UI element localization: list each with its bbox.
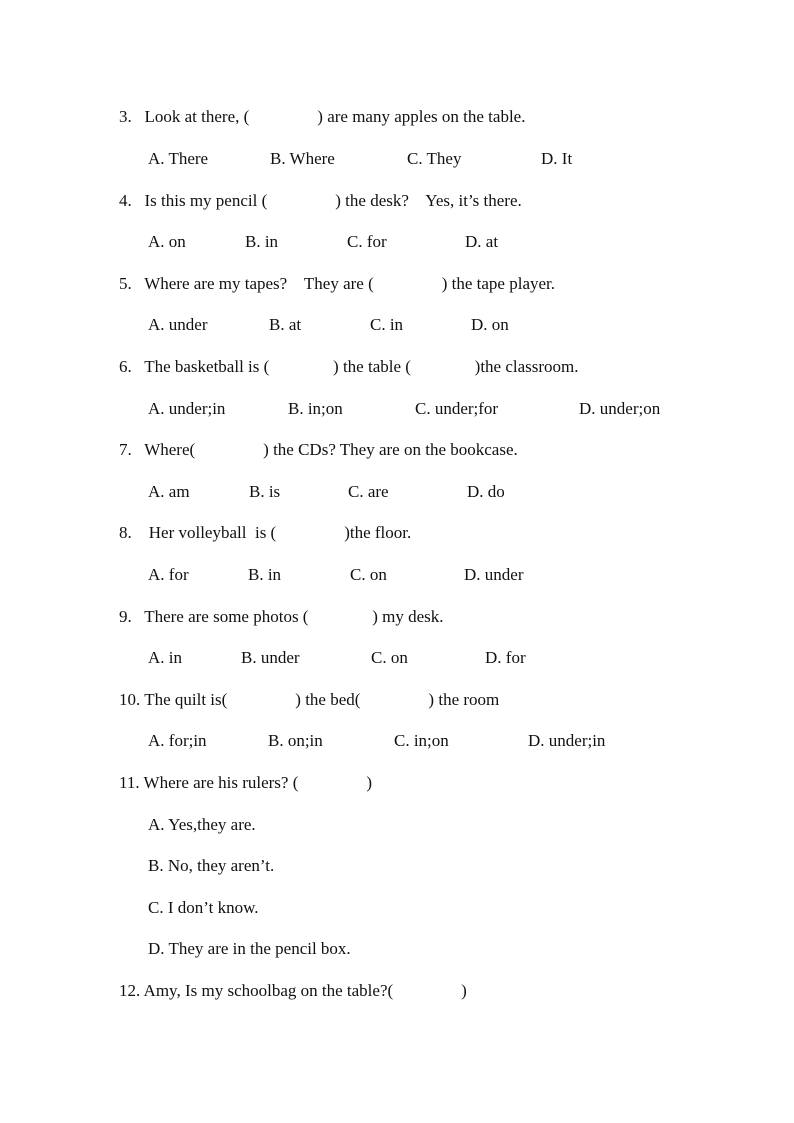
option-a: A. for;in	[148, 731, 207, 750]
option-b: B. is	[249, 482, 281, 501]
question-4: 4. Is this my pencil ( ) the desk? Yes, it’s there.	[119, 191, 522, 210]
question-3: 3. Look at there, ( ) are many apples on the table.	[119, 107, 526, 126]
option-c: C. for	[347, 232, 387, 251]
option-d: D. They are in the pencil box.	[148, 939, 351, 958]
option-d: D. It	[541, 149, 573, 168]
option-c: C. in;on	[394, 731, 449, 750]
option-c: C. They	[407, 149, 462, 168]
option-a: A. under	[148, 315, 208, 334]
option-c: C. are	[348, 482, 389, 501]
option-a: A. Yes,they are.	[148, 815, 256, 834]
question-10: 10. The quilt is( ) the bed( ) the room	[119, 690, 500, 709]
question-6-options	[148, 398, 661, 420]
option-a: A. in	[148, 648, 182, 667]
option-b: B. Where	[270, 149, 335, 168]
question-8-options	[148, 564, 524, 586]
option-c: C. on	[371, 648, 408, 667]
question-9: 9. There are some photos ( ) my desk.	[119, 607, 444, 626]
question-7: 7. Where( ) the CDs? They are on the bookcase.	[119, 440, 518, 459]
option-d: D. at	[465, 232, 499, 251]
option-a: A. under;in	[148, 399, 226, 418]
option-d: D. under	[464, 565, 524, 584]
option-d: D. do	[467, 482, 505, 501]
option-c: C. under;for	[415, 399, 499, 418]
question-11: 11. Where are his rulers? ( )	[119, 773, 373, 792]
option-c: C. on	[350, 565, 387, 584]
option-a: A. on	[148, 232, 186, 251]
question-7-options	[148, 481, 505, 503]
question-8: 8. Her volleyball is ( )the floor.	[119, 523, 412, 542]
option-d: D. under;on	[579, 399, 661, 418]
question-5-options	[148, 314, 509, 336]
question-3-options	[148, 148, 573, 170]
option-b: B. in;on	[288, 399, 343, 418]
option-a: A. for	[148, 565, 189, 584]
option-c: C. in	[370, 315, 404, 334]
question-4-options	[148, 231, 499, 253]
option-b: B. in	[248, 565, 282, 584]
option-c: C. I don’t know.	[148, 898, 259, 917]
option-d: D. under;in	[528, 731, 606, 750]
option-b: B. in	[245, 232, 279, 251]
question-5: 5. Where are my tapes? They are ( ) the tape player.	[119, 274, 556, 293]
question-10-options	[148, 730, 606, 752]
option-b: B. No, they aren’t.	[148, 856, 275, 875]
option-a: A. There	[148, 149, 209, 168]
question-9-options	[148, 647, 526, 669]
option-d: D. for	[485, 648, 526, 667]
option-b: B. at	[269, 315, 302, 334]
question-6: 6. The basketball is ( ) the table ( )the classroom.	[119, 357, 579, 376]
option-b: B. under	[241, 648, 300, 667]
question-12: 12. Amy, Is my schoolbag on the table?( )	[119, 981, 467, 1000]
option-a: A. am	[148, 482, 190, 501]
option-b: B. on;in	[268, 731, 323, 750]
option-d: D. on	[471, 315, 509, 334]
